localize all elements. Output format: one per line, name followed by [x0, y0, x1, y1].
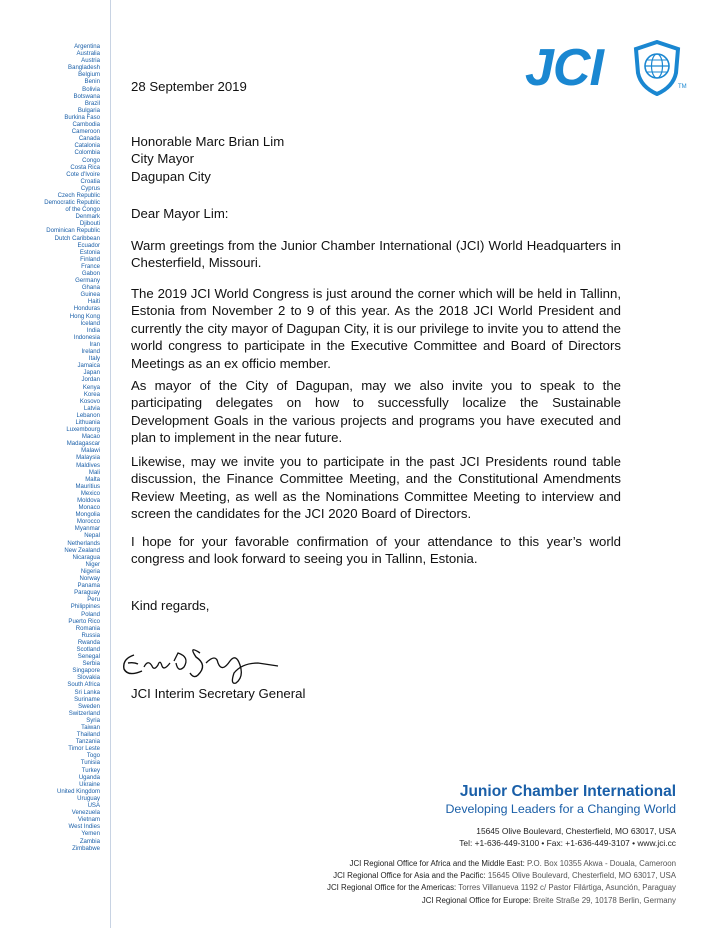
- paragraph-confirmation: I hope for your favorable confirmation of your attendance to this year’s world congress and look forward to seeing you in Tallinn, Estonia.: [131, 534, 621, 567]
- country-item: Togo: [86, 753, 100, 760]
- country-item: USA: [87, 803, 100, 810]
- country-item: Malawi: [81, 448, 100, 455]
- handwritten-signature: [118, 633, 288, 689]
- recipient-city: Dagupan City: [131, 168, 211, 184]
- paragraph-meetings: Likewise, may we invite you to participate in the past JCI Presidents round table discussion, the Finance Committee Meeting, and the Constitutional Amendments Review Meeting, as well as the Nominations Committee Meeting to interview and screen the candidates for the JCI 2020 Board of Directors.: [131, 454, 621, 522]
- country-item: Finland: [80, 256, 100, 263]
- country-item: Netherlands: [67, 540, 100, 547]
- country-item: Ireland: [81, 349, 100, 356]
- country-item: Congo: [82, 157, 100, 164]
- recipient-title: City Mayor: [131, 151, 195, 167]
- country-item: Bulgaria: [77, 107, 100, 114]
- regional-office-europe: JCI Regional Office for Europe: Breite Straße 29, 10178 Berlin, Germany: [421, 895, 676, 905]
- country-item: Catalonia: [74, 143, 100, 150]
- country-item: Cameroon: [71, 129, 100, 136]
- country-item: Australia: [76, 51, 100, 58]
- country-item: Dominican Republic: [46, 228, 100, 235]
- country-item: Tunisia: [80, 760, 100, 767]
- country-item: Bolivia: [82, 86, 100, 93]
- country-item: Puerto Rico: [68, 618, 100, 625]
- hq-address: 15645 Olive Boulevard, Chesterfield, MO 63017, USA: [476, 826, 676, 836]
- country-item: Nigeria: [80, 568, 100, 575]
- organization-tagline: Developing Leaders for a Changing World: [445, 802, 676, 816]
- country-item: Denmark: [75, 214, 100, 221]
- country-item: Peru: [87, 597, 100, 604]
- country-item: Ghana: [81, 285, 100, 292]
- regional-office-africa: JCI Regional Office for Africa and the Middle East: P.O. Box 10355 Akwa - Douala, Cameroon: [349, 859, 676, 868]
- country-item: Venezuela: [71, 810, 100, 817]
- country-item: Myanmar: [74, 526, 100, 533]
- country-item: Moldova: [77, 498, 100, 504]
- country-item: Morocco: [76, 519, 100, 526]
- country-item: Mongolia: [75, 512, 100, 519]
- country-item: Poland: [81, 611, 100, 618]
- country-item: Austria: [81, 58, 100, 65]
- paragraph-world-congress: The 2019 JCI World Congress is just around the corner which will be held in Tallinn, Estonia from November 2 to 9 of this year. As the 2018 JCI World President and currently the city mayor of Dagupan City, it is our privilege to invite you to attend the world congress to participate in the Executive Committee and Board of Directors Meetings as an ex officio member.: [131, 286, 621, 371]
- country-item: Malaysia: [76, 455, 100, 462]
- country-item: Canada: [78, 136, 100, 143]
- country-item: Mali: [88, 469, 100, 476]
- country-item: West Indies: [68, 824, 100, 831]
- regional-office-americas: JCI Regional Office for the Americas: Torres Villanueva 1192 c/ Pastor Filártiga, Asunción, Paraguay: [327, 883, 676, 893]
- recipient-block: [131, 133, 621, 185]
- country-item: Ukraine: [79, 781, 100, 788]
- country-item: Singapore: [72, 668, 100, 675]
- country-item: Malta: [85, 476, 100, 483]
- country-item: New Zealand: [64, 547, 100, 554]
- country-item: Cambodia: [72, 122, 100, 129]
- country-item: Sweden: [78, 703, 100, 710]
- country-item: Maldives: [76, 462, 100, 469]
- country-item: Lithuania: [75, 419, 100, 426]
- country-item: Kosovo: [79, 398, 100, 405]
- country-item: Romania: [75, 625, 100, 632]
- country-item: Jamaica: [77, 363, 100, 370]
- hq-contact: Tel: +1-636-449-3100 • Fax: +1-636-449-3107 • www.jci.cc: [459, 838, 676, 848]
- country-item: Botswana: [73, 93, 100, 100]
- country-item: Honduras: [73, 306, 100, 313]
- salutation: Dear Mayor Lim:: [131, 206, 229, 221]
- country-item: Ecuador: [77, 242, 100, 249]
- country-item: United Kingdom: [56, 788, 100, 795]
- country-item: Slovakia: [77, 675, 100, 682]
- closing: Kind regards,: [131, 598, 210, 613]
- country-item: Cyprus: [80, 185, 100, 192]
- country-item: Monaco: [78, 505, 100, 512]
- country-item: Colombia: [74, 150, 100, 157]
- country-item: Rwanda: [77, 639, 100, 646]
- trademark-mark: TM: [678, 84, 687, 90]
- country-item: Syria: [86, 717, 100, 724]
- country-item: Luxembourg: [66, 427, 100, 434]
- country-item: Germany: [75, 278, 100, 285]
- country-item: Croatia: [80, 178, 100, 185]
- country-item: Bangladesh: [68, 65, 100, 72]
- country-item: Tanzania: [75, 739, 100, 746]
- country-item: Paraguay: [74, 590, 100, 597]
- country-item: Timor Leste: [68, 746, 100, 753]
- country-item: Kenya: [82, 384, 100, 391]
- globe-shield-icon: [633, 40, 681, 96]
- country-item: Benin: [84, 79, 100, 86]
- letterhead-footer: [300, 782, 676, 907]
- country-item: Japan: [83, 370, 100, 377]
- country-item: Iceland: [80, 320, 100, 327]
- recipient-name: Honorable Marc Brian Lim: [131, 134, 285, 149]
- country-item: Suriname: [74, 696, 100, 703]
- letter-date: 28 September 2019: [131, 79, 247, 94]
- country-item: Djibouti: [79, 221, 100, 228]
- country-item: Czech Republic: [57, 192, 100, 199]
- country-item: Cote d'Ivoire: [66, 171, 100, 178]
- country-item: Vietnam: [77, 817, 100, 824]
- organization-name: Junior Chamber International: [459, 783, 676, 800]
- country-item: Macao: [81, 434, 100, 441]
- country-item: Jordan: [81, 377, 100, 384]
- country-item: Scotland: [76, 646, 100, 653]
- country-item: Uruguay: [77, 795, 100, 802]
- country-item: Senegal: [77, 654, 100, 661]
- country-item: Hong Kong: [69, 313, 100, 320]
- country-item: Dutch Caribbean: [54, 235, 100, 242]
- country-item: Yemen: [81, 831, 100, 838]
- country-item: Italy: [88, 356, 100, 363]
- country-item: Uganda: [78, 774, 100, 781]
- country-item: Brazil: [84, 100, 100, 107]
- country-item: Switzerland: [68, 710, 100, 717]
- country-item: France: [81, 263, 100, 270]
- country-item: Madagascar: [66, 441, 100, 448]
- country-item: Zambia: [79, 838, 100, 845]
- country-item: Niger: [85, 561, 100, 568]
- country-item: South Africa: [67, 682, 100, 689]
- country-item: of the Congo: [65, 207, 100, 214]
- regional-offices: [300, 858, 676, 907]
- country-item: Taiwan: [81, 725, 100, 731]
- country-item: Estonia: [79, 249, 100, 256]
- country-item: Korea: [83, 391, 100, 398]
- country-item: Democratic Republic: [44, 200, 100, 207]
- country-item: Mexico: [80, 490, 100, 497]
- country-item: Belgium: [78, 72, 100, 79]
- country-item: Turkey: [81, 767, 100, 774]
- country-item: Haiti: [87, 299, 100, 306]
- country-item: Sri Lanka: [74, 689, 100, 696]
- country-item: Zimbabwe: [72, 845, 100, 852]
- sidebar-divider: [110, 0, 111, 928]
- paragraph-speaker-invite: As mayor of the City of Dagupan, may we also invite you to speak to the participating delegates on how to successfully localize the Sustainable Development Goals in the various projects and programs you have executed and plan to implement in the near future.: [131, 378, 621, 446]
- logo-wordmark: JCI: [525, 39, 603, 97]
- country-item: Argentina: [74, 44, 100, 50]
- country-item: Russia: [81, 632, 100, 639]
- country-item: Indonesia: [73, 334, 100, 341]
- country-item: Gabon: [81, 271, 100, 277]
- country-item: Philippines: [70, 604, 100, 611]
- paragraph-greeting: Warm greetings from the Junior Chamber International (JCI) World Headquarters in Chesterfield, Missouri.: [131, 238, 621, 271]
- country-item: Guinea: [80, 292, 100, 299]
- country-item: Iran: [89, 341, 100, 348]
- country-item: Burkina Faso: [64, 114, 100, 121]
- country-item: Norway: [79, 576, 100, 583]
- country-item: Lebanon: [76, 412, 100, 419]
- country-item: Latvia: [83, 405, 100, 412]
- country-item: India: [86, 327, 100, 334]
- signer-title: JCI Interim Secretary General: [131, 686, 306, 701]
- country-item: Nepal: [84, 533, 100, 540]
- country-item: Thailand: [76, 732, 100, 739]
- country-item: Costa Rica: [70, 164, 100, 171]
- country-item: Nicaragua: [72, 554, 100, 561]
- regional-office-asia-pacific: JCI Regional Office for Asia and the Pacific: 15645 Olive Boulevard, Chesterfield, MO 63017, USA: [333, 871, 676, 881]
- country-item: Panama: [77, 583, 100, 590]
- country-item: Mauritius: [75, 483, 100, 490]
- member-countries-list: [0, 44, 100, 853]
- country-item: Serbia: [82, 661, 100, 668]
